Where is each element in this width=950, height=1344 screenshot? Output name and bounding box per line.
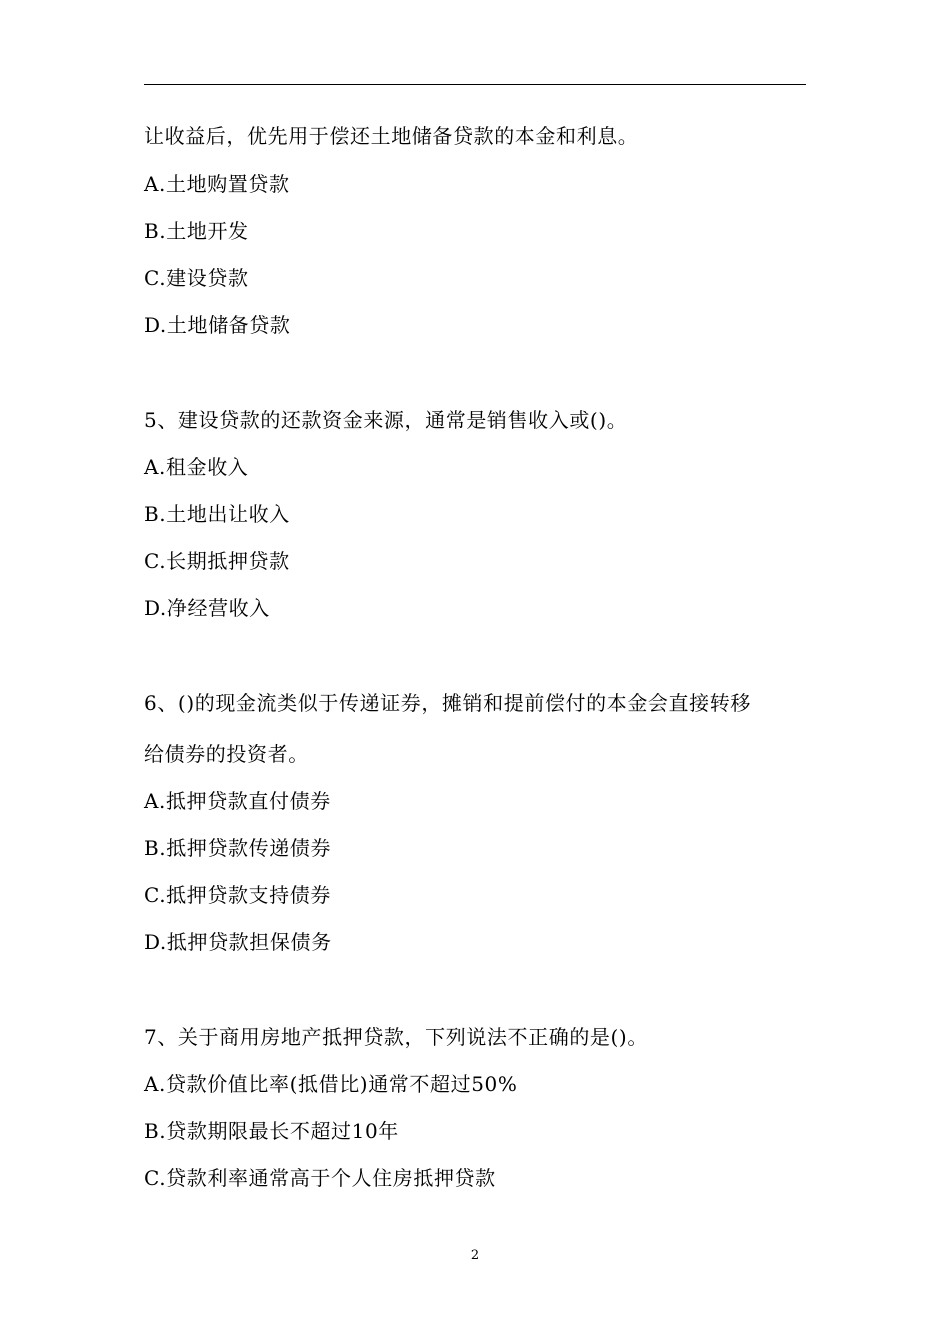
option-b: B.土地开发	[144, 219, 249, 243]
question-continuation: 让收益后，优先用于偿还土地储备贷款的本金和利息。	[144, 124, 639, 148]
option-d: D.土地储备贷款	[144, 313, 291, 337]
option-b: B.抵押贷款传递债券	[144, 836, 332, 860]
option-a: A.土地购置贷款	[144, 172, 290, 196]
option-a: A.贷款价值比率(抵借比)通常不超过50%	[144, 1072, 518, 1096]
question-6-stem-line1: 6、()的现金流类似于传递证券，摊销和提前偿付的本金会直接转移	[144, 691, 751, 715]
option-a: A.租金收入	[144, 455, 249, 479]
option-d: D.净经营收入	[144, 596, 270, 620]
option-d: D.抵押贷款担保债务	[144, 930, 332, 954]
option-b: B.贷款期限最长不超过10年	[144, 1119, 399, 1143]
page-number: 2	[470, 1248, 480, 1263]
option-c: C.贷款利率通常高于个人住房抵押贷款	[144, 1166, 496, 1190]
question-5-stem: 5、建设贷款的还款资金来源，通常是销售收入或()。	[144, 408, 628, 432]
header-rule	[144, 84, 806, 85]
question-6-stem-line2: 给债券的投资者。	[144, 742, 309, 766]
option-b: B.土地出让收入	[144, 502, 290, 526]
option-a: A.抵押贷款直付债券	[144, 789, 331, 813]
option-c: C.长期抵押贷款	[144, 549, 290, 573]
option-c: C.抵押贷款支持债券	[144, 883, 331, 907]
question-7-stem: 7、关于商用房地产抵押贷款，下列说法不正确的是()。	[144, 1025, 648, 1049]
option-c: C.建设贷款	[144, 266, 249, 290]
